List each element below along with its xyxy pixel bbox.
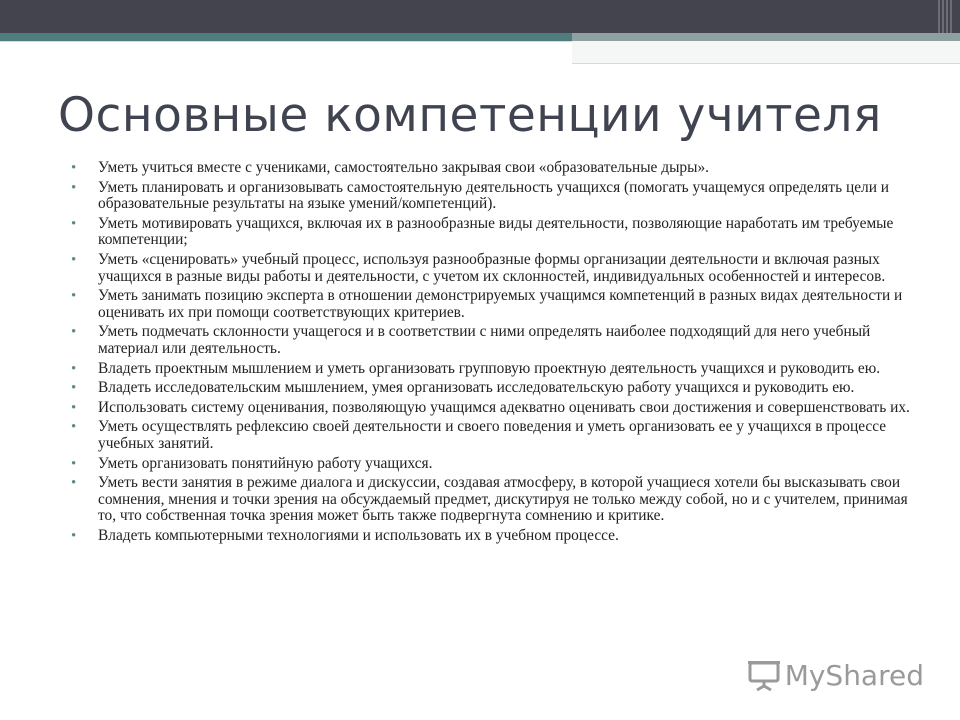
- bullet-list: [70, 160, 910, 547]
- bullet-text: Уметь учиться вместе с учениками, самостоятельно закрывая свои «образовательные дыры».: [98, 159, 709, 176]
- watermark-text: MyShared: [784, 658, 924, 692]
- watermark: [747, 658, 924, 692]
- bullet-dot: •: [71, 251, 77, 268]
- bullet-text: Уметь мотивировать учащихся, включая их в разнообразные виды деятельности, позволяющие наработать им требуемые компетенции;: [98, 214, 894, 249]
- slide-title: Основные компетенции учителя: [58, 88, 882, 143]
- bullet-item: [70, 475, 910, 525]
- bullet-dot: •: [71, 527, 77, 544]
- bullet-item: [70, 419, 910, 452]
- bullet-text: Владеть проектным мышлением и уметь организовать групповую проектную деятельность учащихся и руководить ею.: [98, 359, 881, 377]
- bullet-text: Уметь «сценировать» учебный процесс, используя разнообразные формы организации деятельности и включая разных учащихся в разные виды работы и деятельности, с учетом их склонностей, индивидуальных особенностей и интересов.: [98, 250, 886, 285]
- bullet-text: Уметь планировать и организовывать самостоятельную деятельность учащихся (помогать учащемуся определять цели и образовательные результаты на языке умений/компетенций).: [98, 178, 890, 213]
- bullet-dot: •: [71, 399, 77, 416]
- bullet-item: [70, 288, 910, 321]
- bullet-item: [70, 180, 910, 213]
- bullet-text: Уметь организовать понятийную работу учащихся.: [98, 454, 433, 472]
- bullet-dot: •: [71, 360, 77, 377]
- bullet-item: [70, 528, 910, 545]
- bullet-dot: •: [71, 455, 77, 472]
- bullet-item: [70, 380, 910, 397]
- bullet-dot: •: [71, 475, 77, 492]
- bullet-dot: •: [71, 215, 77, 232]
- bullet-item: [70, 456, 910, 473]
- bullet-item: [70, 216, 910, 249]
- accent-divider: [0, 41, 572, 42]
- bullet-dot: •: [71, 160, 77, 176]
- bullet-item: [70, 252, 910, 285]
- bullet-dot: •: [71, 324, 77, 341]
- bullet-item: [70, 361, 910, 378]
- bullet-dot: •: [71, 419, 77, 436]
- accent-band-dark: [0, 33, 572, 41]
- bullet-text: Уметь осуществлять рефлексию своей деятельности и своего поведения и уметь организовать ее у учащихся в процессе учебных занятий.: [98, 418, 887, 452]
- bullet-dot: •: [71, 380, 77, 397]
- top-stripes-decoration: [938, 0, 954, 33]
- bullet-item: [70, 324, 910, 357]
- bullet-dot: •: [71, 288, 77, 305]
- bullet-text: Уметь подмечать склонности учащегося и в соответствии с ними определять наиболее подходящий для него учебный материал или деятельность.: [98, 323, 871, 357]
- presentation-board-icon: [747, 658, 781, 692]
- bullet-item: [70, 160, 910, 177]
- bullet-text: Уметь вести занятия в режиме диалога и дискуссии, создавая атмосферу, в которой учащиеся хотели бы высказывать свои сомнения, мнения и точки зрения на обсуждаемый предмет, дискутируя не только между собой, но и с учителем, принимая то, что собственная точка зрения может быть также подвергнута сомнению и критике.: [98, 474, 908, 525]
- bullet-text: Владеть исследовательским мышлением, умея организовать исследовательскую работу учащихся и руководить ею.: [98, 379, 855, 397]
- top-bar: [0, 0, 960, 33]
- bullet-dot: •: [71, 179, 77, 196]
- bullet-text: Уметь занимать позицию эксперта в отношении демонстрируемых учащимся компетенций в разных видах деятельности и оценивать их при помощи соответствующих критериев.: [98, 287, 903, 321]
- accent-band-light: [572, 41, 960, 64]
- bullet-text: Владеть компьютерными технологиями и использовать их в учебном процессе.: [98, 526, 619, 544]
- bullet-item: [70, 400, 910, 417]
- bullet-text: Использовать систему оценивания, позволяющую учащимся адекватно оценивать свои достижения и совершенствовать их.: [98, 398, 910, 416]
